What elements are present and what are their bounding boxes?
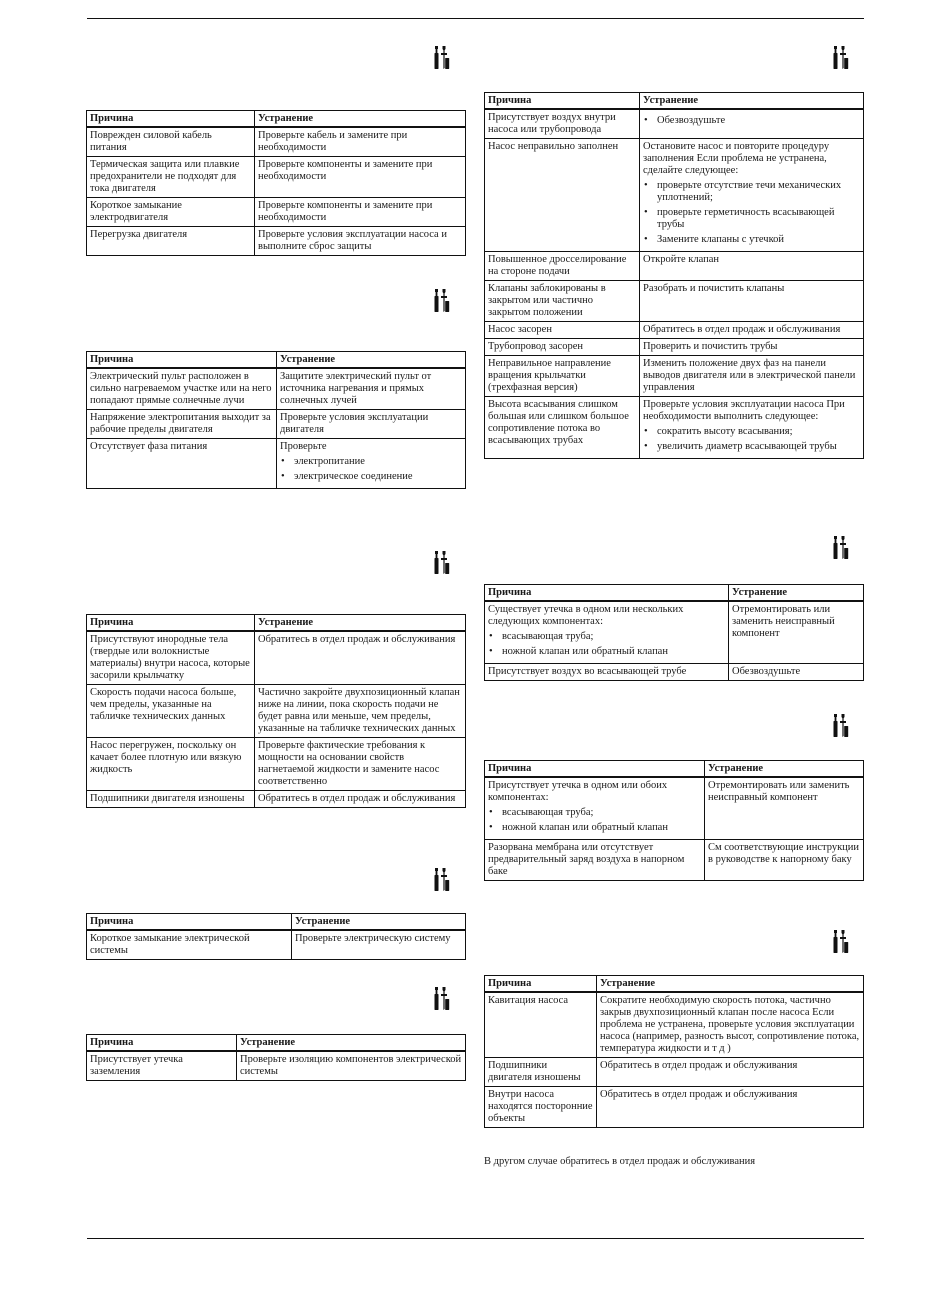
cell-text: Скорость подачи насоса больше, чем пределы, указанные на табличке технических данных [90, 687, 237, 722]
table-row [87, 127, 466, 157]
remedy-cell [640, 356, 864, 397]
cell-text: Проверьте электрическую систему [295, 933, 451, 944]
cause-cell [485, 139, 640, 252]
table-row [87, 930, 466, 960]
cause-cell [485, 109, 640, 139]
cell-text: Внутри насоса находятся посторонние объекты [488, 1089, 593, 1124]
cause-cell [87, 1051, 237, 1081]
cell-text: Присутствует утечка в одном или обоих компонентах: [488, 780, 668, 803]
table-row [485, 840, 864, 881]
bullet-item: • сократить высоту всасывания; [643, 426, 860, 438]
cause-cell [485, 356, 640, 397]
cell-text: Откройте клапан [643, 254, 720, 265]
remedy-cell [277, 439, 466, 489]
cause-cell [485, 777, 705, 840]
cell-text: Проверить и почистить трубы [643, 341, 778, 352]
cause-cell [485, 339, 640, 356]
cell-text: Повышенное дросселирование на стороне подачи [488, 254, 627, 277]
troubleshooting-table [86, 1034, 466, 1081]
cell-text: Короткое замыкание электродвигателя [90, 200, 182, 223]
bullet-list [643, 426, 860, 453]
cell-text: Остановите насос и повторите процедуру заполнения Если проблема не устранена, сделайте следующее: [643, 141, 830, 176]
cell-text: Электрический пульт расположен в сильно нагреваемом участке или на него попадают прямые солнечные лучи [90, 371, 272, 406]
cause-cell [87, 227, 255, 256]
troubleshooting-table [484, 92, 864, 459]
remedy-cell [705, 840, 864, 881]
tools-icon [833, 44, 849, 70]
cause-cell [87, 127, 255, 157]
cause-cell [485, 252, 640, 281]
cell-text: Поврежден силовой кабель питания [90, 130, 212, 153]
header-cause: Причина [485, 585, 729, 602]
bullet-item: • электропитание [280, 456, 462, 468]
tools-icon [434, 866, 450, 892]
cell-text: Обратитесь в отдел продаж и обслуживания [258, 634, 456, 645]
cell-text: Насос неправильно заполнен [488, 141, 619, 152]
cell-text: Подшипники двигателя изношены [90, 793, 245, 804]
header-cause: Причина [87, 615, 255, 632]
cell-text: Перегрузка двигателя [90, 229, 188, 240]
cause-cell [87, 368, 277, 410]
table-row [485, 252, 864, 281]
cause-cell [485, 322, 640, 339]
cause-cell [87, 738, 255, 791]
cell-text: Присутствует воздух во всасывающей трубе [488, 666, 687, 677]
remedy-cell [640, 281, 864, 322]
remedy-cell [640, 397, 864, 459]
cell-text: Отсутствует фаза питания [90, 441, 208, 452]
tools-icon [833, 712, 849, 738]
cause-cell [87, 930, 292, 960]
top-rule [87, 18, 864, 19]
cell-text: См соответствующие инструкции в руководстве к напорному баку [708, 842, 860, 865]
header-remedy: Устранение [597, 976, 864, 993]
header-cause: Причина [87, 352, 277, 369]
remedy-cell [640, 139, 864, 252]
cell-text: Короткое замыкание электрической системы [90, 933, 250, 956]
bullet-item: • проверьте отсутствие течи механических уплотнений; [643, 180, 860, 204]
cell-text: Проверьте условия эксплуатации насоса и выполните сброс защиты [258, 229, 447, 252]
troubleshooting-table [484, 975, 864, 1128]
troubleshooting-table [484, 760, 864, 881]
remedy-cell [255, 631, 466, 685]
header-cause: Причина [87, 1035, 237, 1052]
header-remedy: Устранение [255, 615, 466, 632]
cell-text: Сократите необходимую скорость потока, частично закрыв двухпозиционный клапан после насоса Если проблема не устранена, проверьте условия эксплуатации насоса (например, разность высот, сопротивление потока, температура жидкости и т д ) [600, 995, 860, 1054]
remedy-cell [277, 368, 466, 410]
bullet-item: • ножной клапан или обратный клапан [488, 822, 701, 834]
bullet-item: • Замените клапаны с утечкой [643, 234, 860, 246]
table-row [485, 139, 864, 252]
table-row [87, 1051, 466, 1081]
table-row [485, 109, 864, 139]
cell-text: Отремонтировать или заменить неисправный компонент [708, 780, 850, 803]
troubleshooting-table [86, 614, 466, 808]
cell-text: Присутствуют инородные тела (твердые или волокнистые материалы) внутри насоса, которые засорили крыльчатку [90, 634, 250, 681]
tools-icon [833, 928, 849, 954]
table-row [485, 664, 864, 681]
cell-text: Проверьте [280, 441, 327, 452]
bullet-item: • всасывающая труба; [488, 631, 725, 643]
remedy-cell [640, 322, 864, 339]
cell-text: Насос засорен [488, 324, 552, 335]
cell-text: Присутствует утечка заземления [90, 1054, 183, 1077]
remedy-cell [729, 601, 864, 664]
table-row [87, 439, 466, 489]
cause-cell [87, 439, 277, 489]
header-remedy: Устранение [277, 352, 466, 369]
cell-text: Существует утечка в одном или нескольких следующих компонентах: [488, 604, 684, 627]
bullet-item: • Обезвоздушьте [643, 115, 860, 127]
header-remedy: Устранение [640, 93, 864, 110]
header-cause: Причина [485, 761, 705, 778]
table-row [485, 322, 864, 339]
cause-cell [485, 601, 729, 664]
table-row [87, 410, 466, 439]
cell-text: Напряжение электропитания выходит за рабочие пределы двигателя [90, 412, 271, 435]
cause-cell [87, 791, 255, 808]
remedy-cell [255, 157, 466, 198]
table-row [485, 777, 864, 840]
table-row [87, 198, 466, 227]
cause-cell [485, 840, 705, 881]
header-cause: Причина [485, 976, 597, 993]
cell-text: Проверьте условия эксплуатации насоса При необходимости выполнить следующее: [643, 399, 845, 422]
bullet-item: • увеличить диаметр всасывающей трубы [643, 441, 860, 453]
cell-text: Кавитация насоса [488, 995, 569, 1006]
header-remedy: Устранение [705, 761, 864, 778]
remedy-cell [640, 339, 864, 356]
bullet-item: • электрическое соединение [280, 471, 462, 483]
bullet-list [280, 456, 462, 483]
table-row [87, 791, 466, 808]
cell-text: Отремонтировать или заменить неисправный компонент [732, 604, 835, 639]
remedy-cell [277, 410, 466, 439]
bullet-list [488, 807, 701, 834]
cause-cell [485, 281, 640, 322]
troubleshooting-table [86, 351, 466, 489]
remedy-cell [640, 252, 864, 281]
header-cause: Причина [87, 111, 255, 128]
remedy-cell [255, 738, 466, 791]
tools-icon [434, 985, 450, 1011]
cell-text: Трубопровод засорен [488, 341, 583, 352]
troubleshooting-table [86, 110, 466, 256]
cell-text: Проверьте изоляцию компонентов электрической системы [240, 1054, 462, 1077]
remedy-cell [640, 109, 864, 139]
header-cause: Причина [87, 914, 292, 931]
cause-cell [485, 1087, 597, 1128]
table-row [485, 1087, 864, 1128]
cell-text: Проверьте фактические требования к мощности на основании свойств нагнетаемой жидкости и замените насос соответственно [258, 740, 440, 787]
header-remedy: Устранение [729, 585, 864, 602]
cause-cell [87, 631, 255, 685]
cell-text: Обезвоздушьте [732, 666, 801, 677]
tools-icon [833, 534, 849, 560]
table-row [485, 601, 864, 664]
cell-text: Подшипники двигателя изношены [488, 1060, 581, 1083]
cell-text: Частично закройте двухпозиционный клапан ниже на линии, пока скорость подачи не будет равна или меньше, чем пределы, указанные на табличке технических данных [258, 687, 460, 734]
remedy-cell [255, 227, 466, 256]
table-row [87, 227, 466, 256]
table-row [87, 157, 466, 198]
cell-text: Термическая защита или плавкие предохранители не подходят для тока двигателя [90, 159, 240, 194]
header-cause: Причина [485, 93, 640, 110]
header-remedy: Устранение [292, 914, 466, 931]
cause-cell [485, 664, 729, 681]
cell-text: Присутствует воздух внутри насоса или трубопровода [488, 112, 616, 135]
cell-text: Клапаны заблокированы в закрытом или частично закрытом положении [488, 283, 606, 318]
cell-text: Проверьте компоненты и замените при необходимости [258, 200, 433, 223]
table-row [485, 281, 864, 322]
cause-cell [485, 1058, 597, 1087]
footer-note: В другом случае обратитесь в отдел продаж и обслуживания [484, 1156, 756, 1167]
table-row [485, 397, 864, 459]
cell-text: Обратитесь в отдел продаж и обслуживания [600, 1060, 798, 1071]
remedy-cell [255, 127, 466, 157]
table-row [87, 368, 466, 410]
bullet-list [643, 180, 860, 246]
cell-text: Неправильное направление вращения крыльчатки (трехфазная версия) [488, 358, 611, 393]
cell-text: Проверьте кабель и замените при необходимости [258, 130, 408, 153]
cause-cell [87, 685, 255, 738]
cell-text: Высота всасывания слишком большая или слишком большое сопротивление потока во всасывающих трубах [488, 399, 629, 446]
cause-cell [485, 397, 640, 459]
table-row [87, 685, 466, 738]
table-row [485, 356, 864, 397]
table-row [87, 738, 466, 791]
header-remedy: Устранение [255, 111, 466, 128]
bullet-list [488, 631, 725, 658]
cause-cell [87, 157, 255, 198]
cell-text: Разобрать и почистить клапаны [643, 283, 785, 294]
remedy-cell [237, 1051, 466, 1081]
cell-text: Насос перегружен, поскольку он качает более плотную или вязкую жидкость [90, 740, 242, 775]
cell-text: Обратитесь в отдел продаж и обслуживания [600, 1089, 798, 1100]
bullet-item: • ножной клапан или обратный клапан [488, 646, 725, 658]
cell-text: Защитите электрический пульт от источника нагревания и прямых солнечных лучей [280, 371, 432, 406]
cell-text: Проверьте условия эксплуатации двигателя [280, 412, 429, 435]
remedy-cell [292, 930, 466, 960]
remedy-cell [597, 992, 864, 1058]
remedy-cell [597, 1087, 864, 1128]
cell-text: Обратитесь в отдел продаж и обслуживания [258, 793, 456, 804]
remedy-cell [705, 777, 864, 840]
remedy-cell [729, 664, 864, 681]
cell-text: Изменить положение двух фаз на панели выводов двигателя или в электрической панели управления [643, 358, 856, 393]
table-row [87, 631, 466, 685]
cause-cell [485, 992, 597, 1058]
bullet-list [643, 115, 860, 127]
cause-cell [87, 410, 277, 439]
cell-text: Проверьте компоненты и замените при необходимости [258, 159, 433, 182]
remedy-cell [597, 1058, 864, 1087]
bullet-item: • проверьте герметичность всасывающей трубы [643, 207, 860, 231]
header-remedy: Устранение [237, 1035, 466, 1052]
cell-text: Обратитесь в отдел продаж и обслуживания [643, 324, 841, 335]
tools-icon [434, 44, 450, 70]
cause-cell [87, 198, 255, 227]
bottom-rule [87, 1238, 864, 1239]
table-row [485, 1058, 864, 1087]
troubleshooting-table [86, 913, 466, 960]
tools-icon [434, 287, 450, 313]
table-row [485, 339, 864, 356]
bullet-item: • всасывающая труба; [488, 807, 701, 819]
cell-text: Разорвана мембрана или отсутствует предварительный заряд воздуха в напорном баке [488, 842, 685, 877]
table-row [485, 992, 864, 1058]
tools-icon [434, 549, 450, 575]
remedy-cell [255, 685, 466, 738]
remedy-cell [255, 198, 466, 227]
troubleshooting-table [484, 584, 864, 681]
remedy-cell [255, 791, 466, 808]
